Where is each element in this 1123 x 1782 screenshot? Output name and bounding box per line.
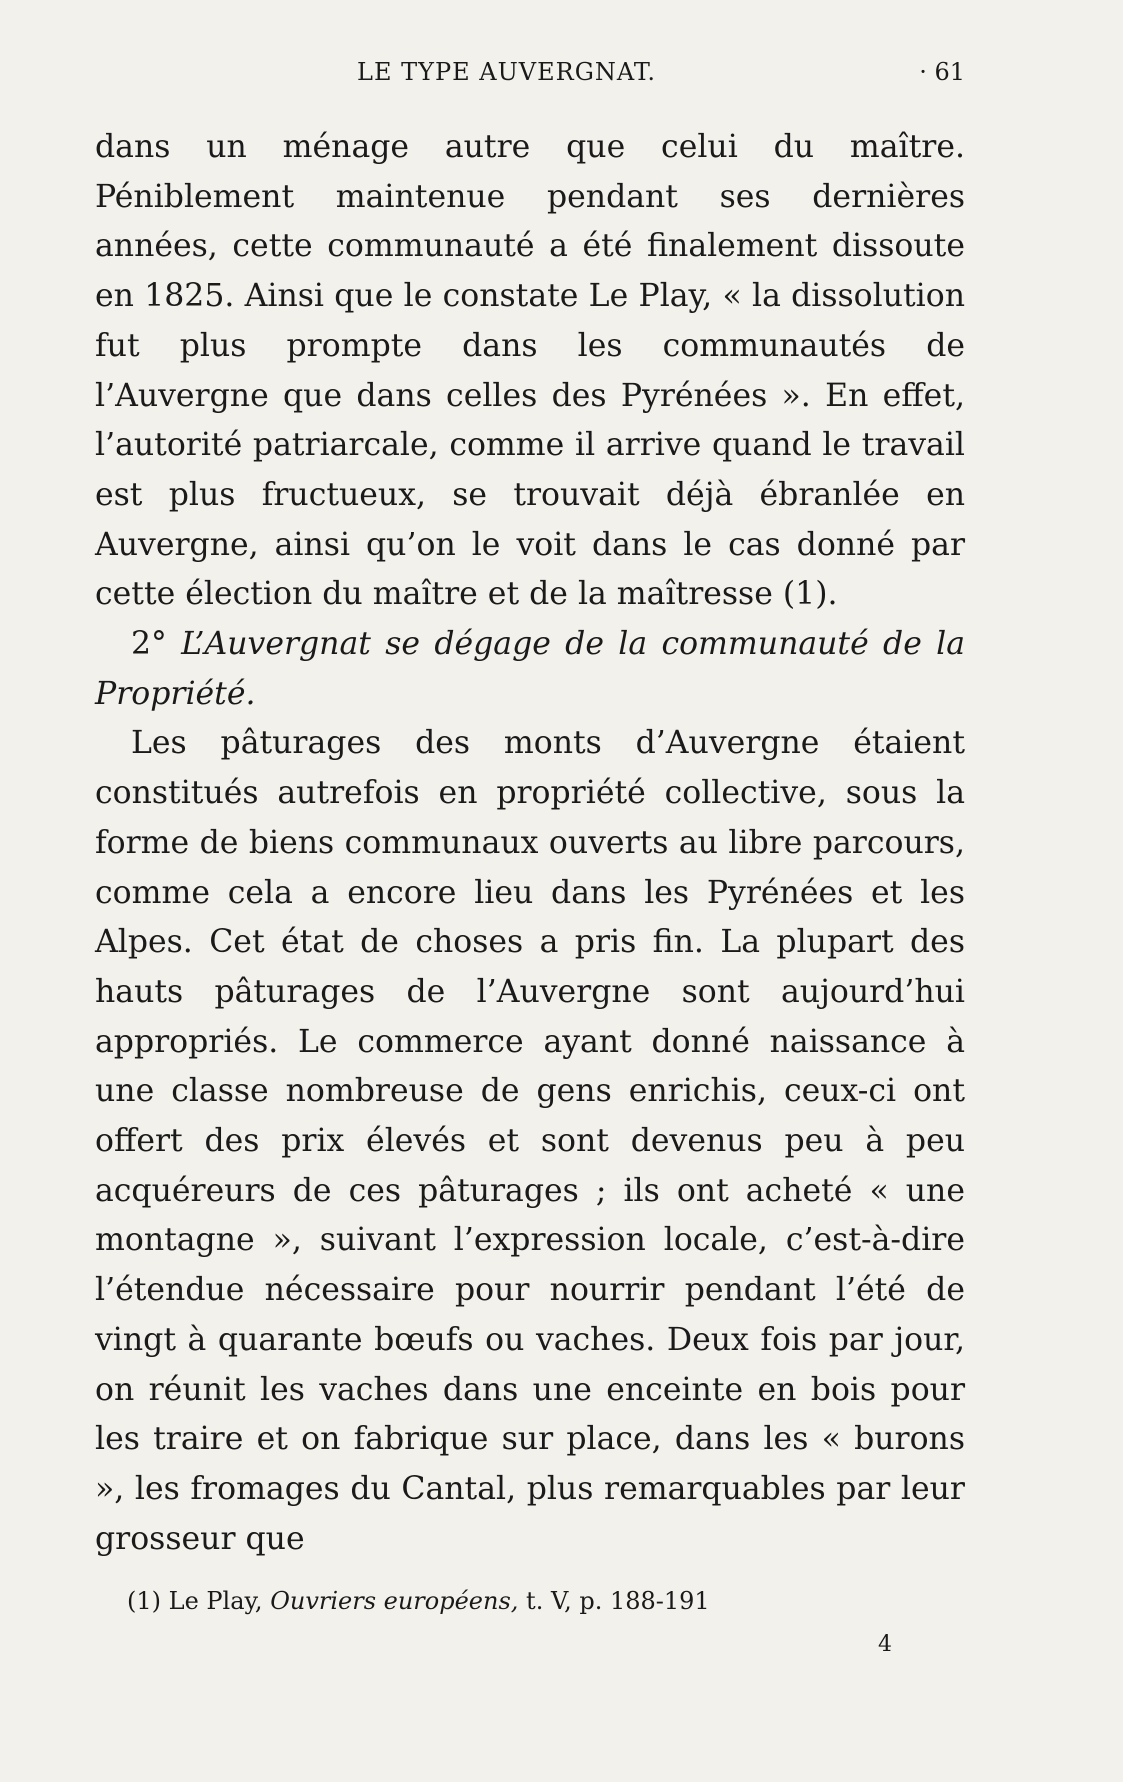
body-text [95, 123, 965, 1564]
page-number: · 61 [919, 58, 965, 86]
section-heading-text: L’Auvergnat se dégage de la communauté de la Propriété. [95, 626, 965, 712]
paragraph-2: Les pâturages des monts d’Auvergne étaient constitués autrefois en propriété collective, sous la forme de biens communaux ouverts au libre parcours, comme cela a encore lieu dans les Pyrénées et les Alpes. Cet état de choses a pris fin. La plupart des hauts pâturages de l’Auvergne sont aujourd’hui appropriés. Le commerce ayant donné naissance à une classe nombreuse de gens enrichis, ceux-ci ont offert des prix élevés et sont devenus peu à peu acquéreurs de ces pâturages ; ils ont acheté « une montagne », suivant l’expression locale, c’est-à-dire l’étendue nécessaire pour nourrir pendant l’été de vingt à quarante bœufs ou vaches. Deux fois par jour, on réunit les vaches dans une enceinte en bois pour les traire et on fabrique sur place, dans les « burons », les fromages du Cantal, plus remarquables par leur grosseur que [95, 725, 965, 1557]
signature-mark: 4 [878, 1632, 892, 1657]
paragraph-1: dans un ménage autre que celui du maître. Péniblement maintenue pendant ses dernières années, cette communauté a été finalement dissoute en 1825. Ainsi que le constate Le Play, « la dissolution fut plus prompte dans les communautés de l’Auvergne que dans celles des Pyrénées ». En effet, l’autorité patriarcale, comme il arrive quand le travail est plus fructueux, se trouvait déjà ébranlée en Auvergne, ainsi qu’on le voit dans le cas donné par cette élection du maître et de la maîtresse (1). [95, 129, 965, 613]
footnote-title: Ouvriers européens, [270, 1587, 519, 1615]
running-title: LE TYPE AUVERGNAT. [357, 58, 657, 86]
footnote [127, 1587, 710, 1615]
section-number: 2° [131, 626, 167, 663]
page-header [95, 58, 965, 98]
footnote-marker: (1) [127, 1587, 161, 1615]
section-heading [95, 620, 965, 719]
footnote-reference: t. V, p. 188-191 [526, 1587, 710, 1615]
footnote-author: Le Play, [168, 1587, 263, 1615]
